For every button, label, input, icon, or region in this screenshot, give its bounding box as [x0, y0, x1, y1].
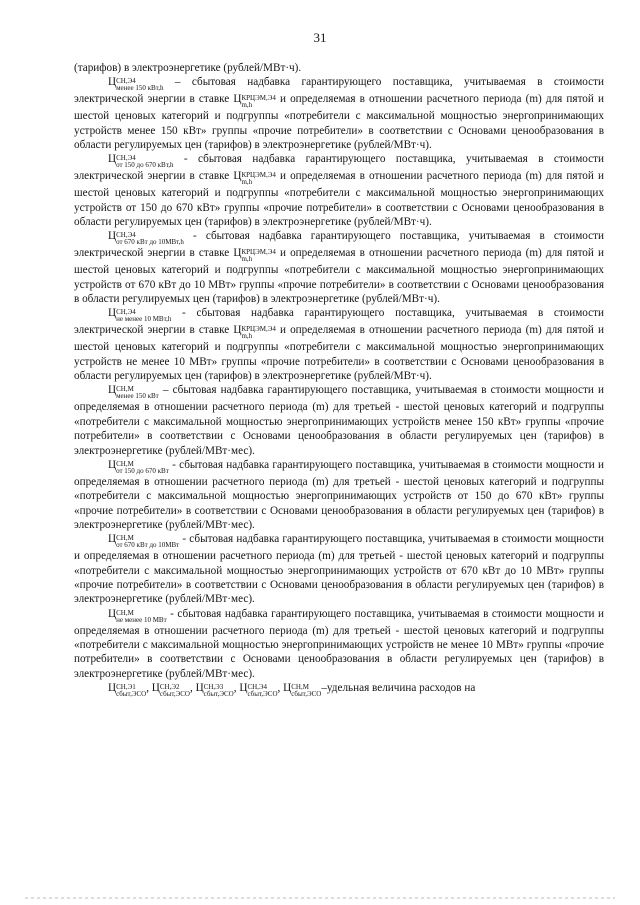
definition-text: - сбытовая надбавка гарантирующего поставщика, учитываемая в стоимости электрической энергии в ставке	[74, 153, 604, 183]
definition-paragraph	[74, 532, 604, 606]
definition-paragraph	[74, 75, 604, 152]
formula-symbol: Ц СН,Э2 сбыт,ЭСО ,	[151, 681, 196, 698]
definition-text: - сбытовая надбавка гарантирующего поставщика, учитываемая в стоимости мощности и определяемая в отношении расчетного периода (m) для третьей - шестой ценовых категорий и подгруппы «потребители с максимальной мощностью энергопринимающих устройств от 150 до 670 кВт» группы «прочие потребители» в соответствии с Основами ценообразования в области регулируемых цен (тарифов) в электроэнергетике (рублей/МВт·мес).	[74, 458, 604, 531]
formula-symbol: Ц СН,Э1 сбыт,ЭСО ,	[108, 681, 152, 698]
formula-symbol: Ц СН,М менее 150 кВт	[108, 384, 159, 401]
intro-line: (тарифов) в электроэнергетике (рублей/МВт·ч).	[74, 62, 302, 74]
expenses-definition-text: –удельная величина расходов на	[321, 681, 476, 694]
definition-text-continued: и определяемая в отношении расчетного периода (m) для пятой и шестой ценовых категорий и подгруппы «потребители с максимальной мощностью энергопринимающих устройств от 150 до 670 кВт» группы «прочие потребители» в соответствии с Основами ценообразования в области регулируемых цен (тарифов) в электроэнергетике (рублей/МВт·ч).	[74, 170, 604, 229]
formula-symbol: Ц СН,М от 670 кВт до 10МВт	[108, 533, 180, 550]
definition-text-continued: и определяемая в отношении расчетного периода (m) для пятой и шестой ценовых категорий и подгруппы «потребители с максимальной мощностью энергопринимающих устройств не менее 10 МВт» группы «прочие потребители» в соответствии с Основами ценообразования в области регулируемых цен (тарифов) в электроэнергетике (рублей/МВт·ч).	[74, 324, 604, 383]
formula-symbol: Ц СН,М сбыт,ЭСО	[283, 681, 322, 698]
definition-text-continued: и определяемая в отношении расчетного периода (m) для пятой и шестой ценовых категорий и подгруппы «потребители с максимальной мощностью энергопринимающих устройств от 670 кВт до 10 МВт» группы «прочие потребители» в соответствии с Основами ценообразования в области регулируемых цен (тарифов) в электроэнергетике (рублей/МВт·ч).	[74, 247, 604, 306]
definition-paragraph	[74, 383, 604, 457]
definition-text: – сбытовая надбавка гарантирующего поставщика, учитываемая в стоимости электрической энергии в ставке	[74, 76, 604, 106]
formula-reference: Ц КРЦЭМ,Э4 m,h	[233, 247, 276, 264]
page-number: 31	[313, 30, 327, 45]
definition-text: - сбытовая надбавка гарантирующего поставщика, учитываемая в стоимости мощности и определяемая в отношении расчетного периода (m) для третьей - шестой ценовых категорий и подгруппы «потребители с максимальной мощностью энергопринимающих устройств не менее 10 МВт» группы «прочие потребители» в соответствии с Основами ценообразования в области регулируемых цен (тарифов) в электроэнергетике (рублей/МВт·мес).	[74, 607, 604, 680]
formula-reference: Ц КРЦЭМ,Э4 m,h	[233, 93, 276, 110]
definition-text-continued: и определяемая в отношении расчетного периода (m) для пятой и шестой ценовых категорий и подгруппы «потребители с максимальной мощностью энергопринимающих устройств менее 150 кВт» группы «прочие потребители» в соответствии с Основами ценообразования в области регулируемых цен (тарифов) в электроэнергетике (рублей/МВт·ч).	[74, 93, 604, 152]
definition-paragraph	[74, 458, 604, 532]
formula-symbol: Ц СН,Э4 сбыт,ЭСО ,	[239, 681, 284, 698]
formula-symbol: Ц СН,Э3 сбыт,ЭСО ,	[195, 681, 240, 698]
document-body	[74, 61, 604, 698]
scan-edge-artifact	[25, 897, 615, 899]
formula-reference: Ц КРЦЭМ,Э4 m,h	[233, 324, 276, 341]
definition-text: - сбытовая надбавка гарантирующего поставщика, учитываемая в стоимости электрической энергии в ставке	[74, 307, 604, 337]
definition-paragraph	[74, 229, 604, 306]
definition-text: - сбытовая надбавка гарантирующего поставщика, учитываемая в стоимости электрической энергии в ставке	[74, 230, 604, 260]
formula-symbol: Ц СН,М от 150 до 670 кВт	[108, 458, 169, 475]
formula-symbol: Ц СН,Э4 не менее 10 МВт,h	[108, 307, 172, 324]
formula-reference: Ц КРЦЭМ,Э4 m,h	[233, 170, 276, 187]
definition-paragraph	[74, 607, 604, 681]
definition-paragraph	[74, 152, 604, 229]
expenses-definition-line	[74, 681, 604, 698]
formula-symbol: Ц СН,М не менее 10 МВт	[108, 607, 167, 624]
definition-text: - сбытовая надбавка гарантирующего поставщика, учитываемая в стоимости мощности и определяемая в отношении расчетного периода (m) для третьей - шестой ценовых категорий и подгруппы «потребители с максимальной мощностью энергопринимающих устройств от 670 кВт до 10 МВт» группы «прочие потребители» в соответствии с Основами ценообразования в области регулируемых цен (тарифов) в электроэнергетике (рублей/МВт·мес).	[74, 533, 604, 606]
definition-paragraph	[74, 306, 604, 383]
formula-symbol: Ц СН,Э4 менее 150 кВт,h	[108, 76, 164, 93]
formula-symbol: Ц СН,Э4 от 670 кВт до 10МВт,h	[108, 230, 184, 247]
definition-text: – сбытовая надбавка гарантирующего поставщика, учитываемая в стоимости мощности и определяемая в отношении расчетного периода (m) для третьей - шестой ценовых категорий и подгруппы «потребители с максимальной мощностью энергопринимающих устройств менее 150 кВт» группы «прочие потребители» в соответствии с Основами ценообразования в области регулируемых цен (тарифов) в электроэнергетике (рублей/МВт·мес).	[74, 384, 604, 457]
formula-symbol: Ц СН,Э4 от 150 до 670 кВт,h	[108, 153, 174, 170]
